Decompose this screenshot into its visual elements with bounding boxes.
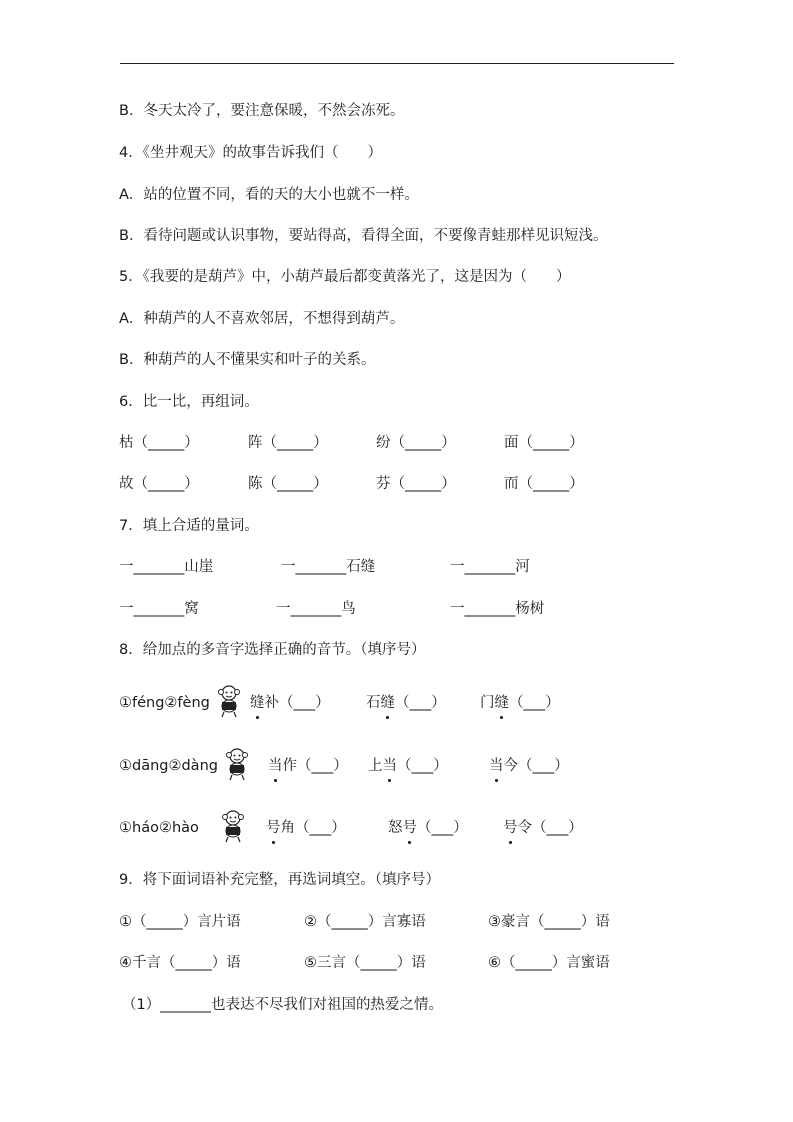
- q8-item: 上当（___）: [368, 758, 448, 774]
- monkey-reading-icon: [223, 747, 251, 781]
- q4-title: 4．《坐井观天》的故事告诉我们（ ）: [119, 145, 382, 161]
- q3-option-b: B．冬天太冷了，要注意保暖，不然会冻死。: [119, 103, 405, 119]
- q8-item: 门缝（___）: [480, 695, 560, 711]
- q6-item: 纷（_____）: [376, 435, 456, 451]
- q8-item: 当作（___）: [268, 758, 348, 774]
- q8-pinyin: ①dāng②dàng: [119, 758, 218, 774]
- q8-title: 8．给加点的多音字选择正确的音节。（填序号）: [119, 642, 426, 658]
- monkey-reading-icon: [215, 684, 243, 718]
- q7-item: 一_______杨树: [450, 601, 545, 617]
- header-rule: [120, 63, 674, 64]
- q5-option-b: B．种葫芦的人不懂果实和叶子的关系。: [119, 352, 376, 368]
- q9-item: ①（_____）言片语: [119, 914, 241, 930]
- q6-item: 而（_____）: [504, 476, 584, 492]
- q9-item: ⑤三言（_____）语: [304, 955, 426, 971]
- q8-pinyin: ①háo②hào: [119, 820, 199, 836]
- q6-item: 面（_____）: [504, 435, 584, 451]
- q6-title: 6．比一比，再组词。: [119, 394, 259, 410]
- q7-item: 一_______河: [450, 559, 530, 575]
- q9-item: ⑥（_____）言蜜语: [488, 955, 610, 971]
- q8-item: 石缝（___）: [366, 695, 446, 711]
- q9-item: ④千言（_____）语: [119, 955, 241, 971]
- q6-item: 芬（_____）: [376, 476, 456, 492]
- q6-item: 阵（_____）: [248, 435, 328, 451]
- q6-item: 故（_____）: [119, 476, 199, 492]
- q9-item: ②（_____）言寡语: [304, 914, 426, 930]
- q6-item: 枯（_____）: [119, 435, 199, 451]
- q8-item: 号角（___）: [266, 820, 346, 836]
- monkey-reading-icon: [219, 809, 247, 843]
- q8-item: 缝补（___）: [250, 695, 330, 711]
- q7-title: 7．填上合适的量词。: [119, 518, 259, 534]
- q4-option-a: A．站的位置不同，看的天的大小也就不一样。: [119, 187, 419, 203]
- q7-item: 一_______鸟: [276, 601, 356, 617]
- q5-title: 5．《我要的是葫芦》中，小葫芦最后都变黄落光了，这是因为（ ）: [119, 269, 571, 285]
- q9-subquestion-1: （1）_______也表达不尽我们对祖国的热爱之情。: [122, 997, 443, 1013]
- q6-item: 陈（_____）: [248, 476, 328, 492]
- q9-item: ③豪言（_____）语: [488, 914, 610, 930]
- q7-item: 一_______山崖: [119, 559, 214, 575]
- q4-option-b: B．看待问题或认识事物，要站得高，看得全面，不要像青蛙那样见识短浅。: [119, 228, 608, 244]
- q8-item: 怒号（___）: [388, 820, 468, 836]
- q8-item: 号令（___）: [503, 820, 583, 836]
- q8-item: 当今（___）: [489, 758, 569, 774]
- q8-pinyin: ①féng②fèng: [119, 695, 210, 711]
- q7-item: 一_______窝: [119, 601, 199, 617]
- q7-item: 一_______石缝: [281, 559, 376, 575]
- q9-title: 9．将下面词语补充完整，再选词填空。（填序号）: [119, 872, 440, 888]
- q5-option-a: A．种葫芦的人不喜欢邻居，不想得到葫芦。: [119, 311, 405, 327]
